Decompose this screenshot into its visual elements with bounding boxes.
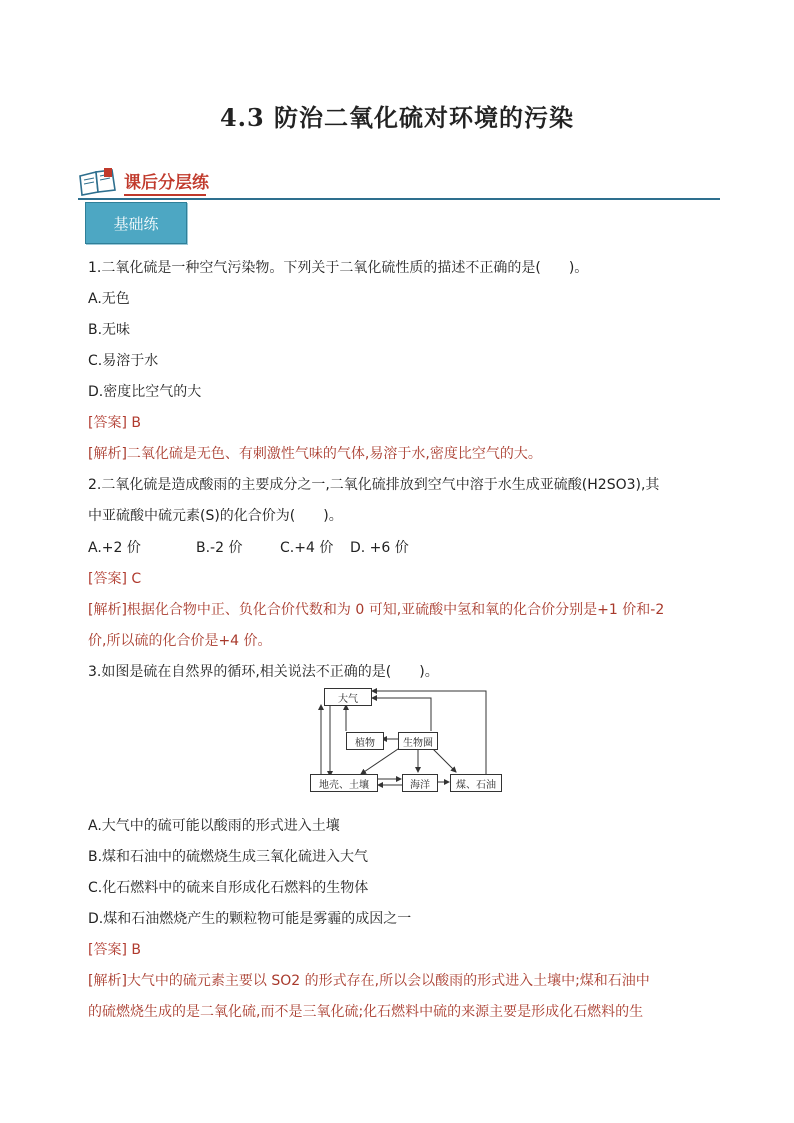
node-crust-soil: 地壳、土壤 — [310, 774, 378, 792]
question-1-option-c: C.易溶于水 — [88, 353, 159, 369]
page-title: 4.3 防治二氧化硫对环境的污染 — [219, 103, 575, 132]
level-badge: 基础练 — [85, 202, 187, 244]
question-3-explanation-line-1: [解析]大气中的硫元素主要以 SO2 的形式存在,所以会以酸雨的形式进入土壤中;煤和石油中 — [88, 973, 650, 989]
node-ocean: 海洋 — [402, 774, 438, 792]
node-atmosphere: 大气 — [324, 688, 372, 706]
question-3-option-a: A.大气中的硫可能以酸雨的形式进入土壤 — [88, 818, 340, 834]
question-3-stem: 3.如图是硫在自然界的循环,相关说法不正确的是( )。 — [88, 664, 439, 680]
question-2-option-d: D. +6 价 — [350, 540, 409, 556]
question-1-answer: [答案] B — [88, 415, 141, 431]
node-coal-oil: 煤、石油 — [450, 774, 502, 792]
question-2-explanation-line-1: [解析]根据化合物中正、负化合价代数和为 0 可知,亚硫酸中氢和氧的化合价分别是+1 价和-2 — [88, 602, 665, 618]
section-label: 课后分层练 — [124, 168, 209, 196]
question-1-option-d: D.密度比空气的大 — [88, 384, 202, 400]
question-3-answer: [答案] B — [88, 942, 141, 958]
question-3-option-c: C.化石燃料中的硫来自形成化石燃料的生物体 — [88, 880, 369, 896]
question-2-stem-line-2: 中亚硫酸中硫元素(S)的化合价为( )。 — [88, 508, 343, 524]
section-header — [78, 164, 720, 200]
question-2-option-c: C.+4 价 — [280, 540, 334, 556]
question-2-option-a: A.+2 价 — [88, 540, 141, 556]
question-3-explanation-line-2: 的硫燃烧生成的是二氧化硫,而不是三氧化硫;化石燃料中硫的来源主要是形成化石燃料的生 — [88, 1004, 644, 1020]
section-divider — [78, 198, 720, 200]
question-2-explanation-line-2: 价,所以硫的化合价是+4 价。 — [88, 633, 272, 649]
question-2-answer: [答案] C — [88, 571, 142, 587]
question-3-option-d: D.煤和石油燃烧产生的颗粒物可能是雾霾的成因之一 — [88, 911, 412, 927]
question-1-option-a: A.无色 — [88, 291, 130, 307]
node-biosphere: 生物圈 — [398, 732, 438, 750]
sulfur-cycle-diagram — [306, 688, 502, 798]
question-2-option-b: B.-2 价 — [196, 540, 243, 556]
book-icon — [78, 168, 118, 196]
question-3-option-b: B.煤和石油中的硫燃烧生成三氧化硫进入大气 — [88, 849, 369, 865]
question-1-stem: 1.二氧化硫是一种空气污染物。下列关于二氧化硫性质的描述不正确的是( )。 — [88, 260, 589, 276]
question-1-explanation: [解析]二氧化硫是无色、有刺激性气味的气体,易溶于水,密度比空气的大。 — [88, 446, 542, 462]
question-1-option-b: B.无味 — [88, 322, 131, 338]
question-2-options — [88, 537, 409, 557]
node-plants: 植物 — [346, 732, 384, 750]
question-2-stem-line-1: 2.二氧化硫是造成酸雨的主要成分之一,二氧化硫排放到空气中溶于水生成亚硫酸(H2SO3),其 — [88, 477, 660, 493]
